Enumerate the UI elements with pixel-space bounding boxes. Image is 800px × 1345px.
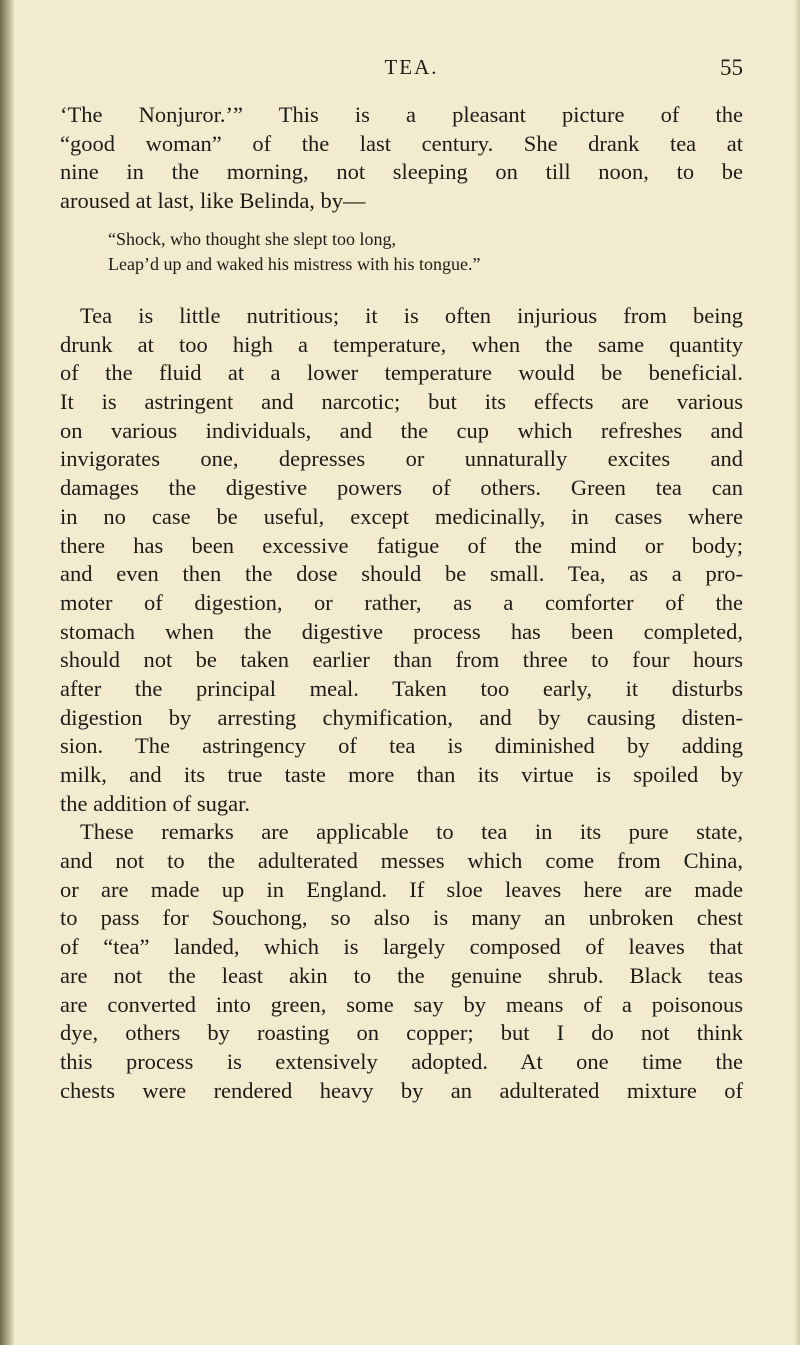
quote-line: Leap’d up and waked his mistress with his tongue.” [108, 254, 481, 274]
text-line: on various individuals, and the cup which refreshes and [60, 417, 743, 443]
text-line: moter of digestion, or rather, as a comforter of the [60, 589, 743, 615]
text-line: milk, and its true taste more than its virtue is spoiled by [60, 762, 743, 787]
text-line: there has been excessive fatigue of the mind or body; [60, 532, 743, 558]
text-line: Tea is little nutritious; it is often injurious from being [80, 303, 743, 328]
text-line: and even then the dose should be small. Tea, as a pro- [60, 561, 743, 587]
text-line: after the principal meal. Taken too early, it disturbs [60, 675, 743, 701]
text-line: to pass for Souchong, so also is many an unbroken chest [60, 905, 743, 931]
text-line: or are made up in England. If sloe leaves here are made [60, 876, 743, 902]
running-title: TEA. [384, 55, 439, 79]
text-line: It is astringent and narcotic; but its effects are various [60, 389, 743, 415]
page-number: 55 [720, 55, 743, 80]
text-line: ‘The Nonjuror.’” This is a pleasant picture of the [60, 102, 743, 127]
text-line: are converted into green, some say by means of a poisonous [60, 991, 743, 1017]
text-line: are not the least akin to the genuine shrub. Black teas [60, 962, 743, 988]
paragraphs-2-3 [60, 302, 743, 1105]
text-line: dye, others by roasting on copper; but I do not think [60, 1020, 743, 1046]
verse-quote [108, 227, 668, 277]
text-line: drunk at too high a temperature, when the same quantity [60, 331, 743, 357]
text-line: in no case be useful, except medicinally, in cases where [60, 503, 743, 529]
text-line: damages the digestive powers of others. Green tea can [60, 475, 743, 501]
text-line: aroused at last, like Belinda, by— [60, 188, 366, 214]
text-line: “good woman” of the last century. She drank tea at [60, 130, 743, 156]
page-right-edge [794, 0, 800, 1345]
text-line: the addition of sugar. [60, 790, 250, 816]
quote-line: “Shock, who thought she slept too long, [108, 229, 396, 249]
text-line: stomach when the digestive process has been completed, [60, 618, 743, 644]
text-line: sion. The astringency of tea is diminished by adding [60, 733, 743, 759]
paragraph-1 [60, 101, 743, 216]
text-line: of “tea” landed, which is largely composed of leaves that [60, 934, 743, 960]
text-line: should not be taken earlier than from three to four hours [60, 647, 743, 673]
text-line: These remarks are applicable to tea in its pure state, [80, 819, 743, 845]
text-line: invigorates one, depresses or unnaturally excites and [60, 446, 743, 472]
text-line: digestion by arresting chymification, and by causing disten- [60, 704, 743, 730]
running-head [80, 55, 743, 91]
page-binding-edge [0, 0, 14, 1345]
text-line: this process is extensively adopted. At one time the [60, 1048, 743, 1074]
text-line: nine in the morning, not sleeping on till noon, to be [60, 159, 743, 185]
text-line: chests were rendered heavy by an adulterated mixture of [60, 1077, 743, 1103]
text-line: of the fluid at a lower temperature would be beneficial. [60, 360, 743, 386]
text-line: and not to the adulterated messes which come from China, [60, 848, 743, 874]
